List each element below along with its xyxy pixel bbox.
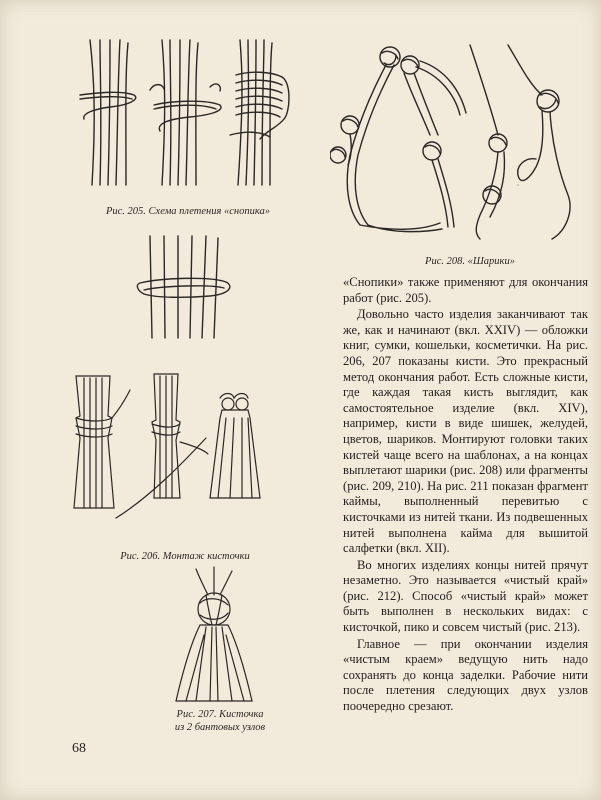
- figure-206-caption: Рис. 206. Монтаж кисточки: [120, 551, 250, 562]
- paragraph-2: Довольно часто изделия заканчивают так же, как и начинают (вкл. XXIV) — обложки книг, сумки, кошельки, косметички. На рис. 206, 207 показаны кисти. Это прекрасный метод окончания работ. Есть сложные кисти, где каждая такая кисть выглядит, как самостоятельное изделие (вкл. XIV), например, кисти в виде шишек, желудей, цветов, шариков. Монтируют головки таких кистей чаще всего на шаблонах, а на концах выплетают шарики (рис. 208) или фрагменты (рис. 209, 210). На рис. 211 показан фрагмент каймы, выполненный перевитью с кисточками из нитей ткани. Из подвешенных нитей выполнена кайма для вышитой салфетки (вкл. XII).: [343, 307, 588, 556]
- figure-205-caption: Рис. 205. Схема плетения «снопика»: [105, 206, 271, 217]
- page-number: 68: [72, 741, 86, 756]
- paragraph-1: «Снопики» также применяют для окончания работ (рис. 205).: [343, 275, 588, 305]
- figure-207-caption-line1: Рис. 207. Кисточка: [176, 709, 264, 720]
- figure-207-caption-line2: из 2 бантовых узлов: [174, 722, 266, 733]
- figure-208-caption: Рис. 208. «Шарики»: [425, 256, 515, 267]
- paragraph-4: Главное — при окончании изделия «чистым краем» ведущую нить надо сохранять до конца заделки. Рабочие нити после плетения следующих двух узлов поочередно срезают.: [343, 636, 588, 714]
- figure-206-bottom-illustration: [68, 368, 268, 533]
- figure-207-caption: [150, 708, 290, 734]
- figure-208-illustration: [330, 35, 590, 245]
- figure-206-top-illustration: [130, 228, 250, 348]
- figure-207-illustration: [160, 565, 270, 705]
- figure-205-illustration: [70, 35, 300, 195]
- paragraph-3: Во многих изделиях концы нитей прячут незаметно. Это называется «чистый край» (рис. 212). Способ «чистый край» может быть выполнен в нескольких видах: с кисточкой, пико и совсем чистый (рис. 213).: [343, 557, 588, 635]
- body-text: [343, 275, 588, 716]
